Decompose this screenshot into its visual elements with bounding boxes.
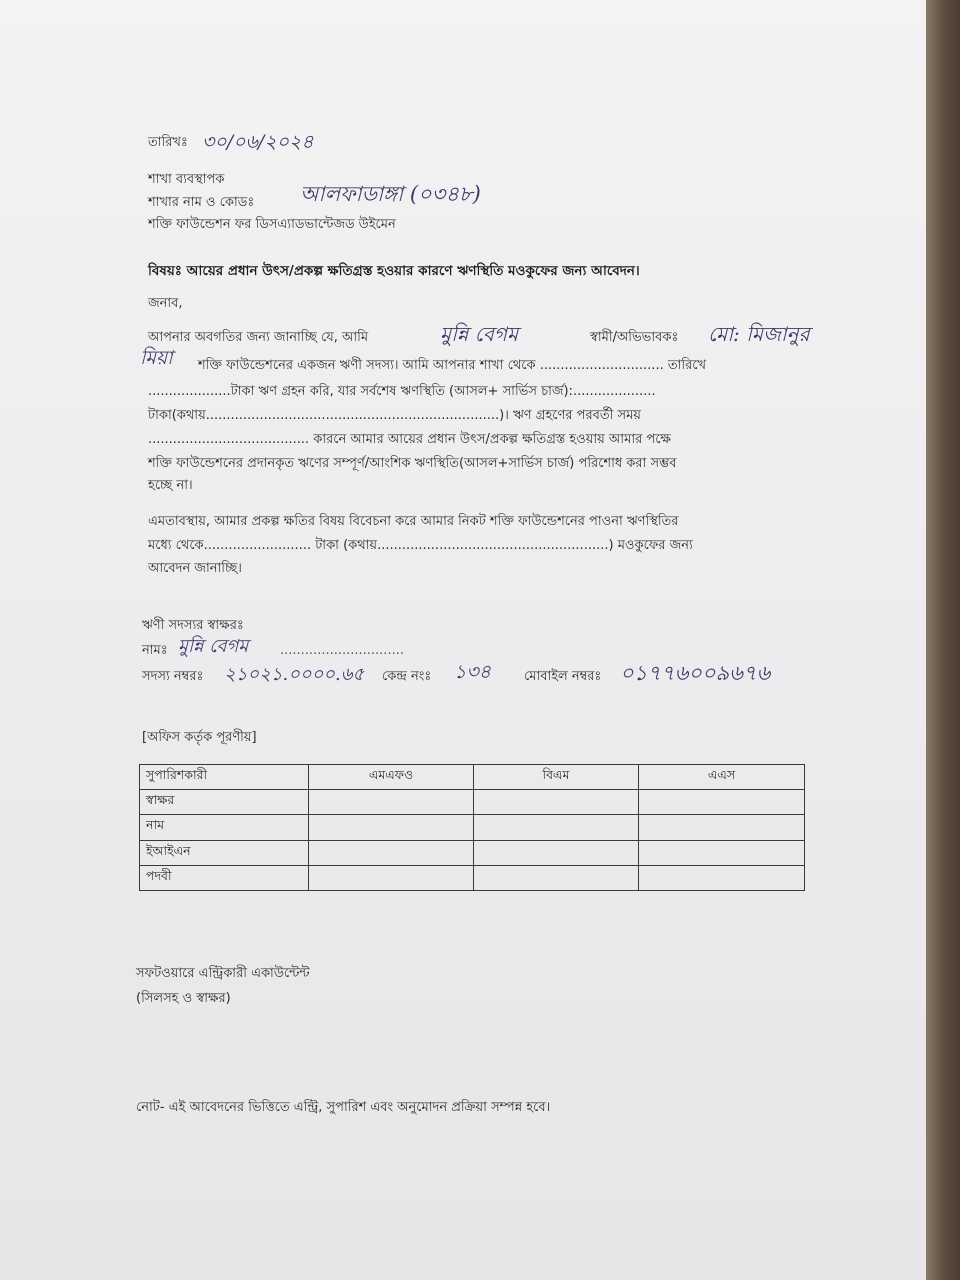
branch-value: আলফাডাঙ্গা (০৩৪৮) bbox=[300, 182, 481, 206]
table-header-row bbox=[140, 765, 805, 790]
guardian-name-cont: মিয়া bbox=[140, 347, 173, 369]
para1-line3: ....................টাকা ঋণ গ্রহন করি, যার সর্বশেষ ঋণস্থিতি (আসল+ সার্ভিস চার্জ):.................... bbox=[148, 384, 656, 399]
para1-line1b: স্বামী/অভিভাবকঃ bbox=[590, 330, 679, 345]
member-name-handwritten: মুন্নি বেগম bbox=[178, 636, 249, 657]
para1-line1a: আপনার অবগতির জন্য জানাচ্ছি যে, আমি bbox=[148, 330, 369, 345]
table-surface-edge bbox=[926, 0, 960, 1280]
header-as: এএস bbox=[639, 765, 805, 790]
para1-line6: শক্তি ফাউন্ডেশনের প্রদানকৃত ঋণের সম্পূর্ণ/আংশিক ঋণস্থিতি(আসল+সার্ভিস চার্জ) পরিশোধ করা সম্ভব bbox=[148, 456, 677, 471]
center-label: কেন্দ্র নংঃ bbox=[382, 669, 432, 684]
organization-name: শক্তি ফাউন্ডেশন ফর ডিসএ্যাডভান্টেজড উইমেন bbox=[148, 217, 396, 232]
date-value: ৩০/০৬/২০২৪ bbox=[202, 131, 314, 153]
row-label-signature: স্বাক্ষর bbox=[140, 790, 309, 815]
applicant-name-handwritten: মুন্নি বেগম bbox=[440, 322, 519, 346]
mobile-label: মোবাইল নম্বরঃ bbox=[524, 669, 602, 684]
subject-line: বিষয়ঃ আয়ের প্রধান উৎস/প্রকল্প ক্ষতিগ্রস্ত হওয়ার কারণে ঋণস্থিতি মওকুফের জন্য আবেদন। bbox=[148, 263, 640, 279]
table-cell bbox=[639, 790, 805, 815]
row-label-name: নাম bbox=[140, 815, 309, 840]
row-label-ein: ইআইএন bbox=[140, 840, 309, 865]
branch-label: শাখার নাম ও কোডঃ bbox=[148, 195, 255, 210]
table-cell bbox=[309, 790, 474, 815]
office-use-table bbox=[139, 764, 805, 891]
table-cell bbox=[639, 815, 805, 840]
para1-line5: ....................................... কারনে আমার আয়ের প্রধান উৎস/প্রকল্প ক্ষতিগ্রস্ত হওয়ায় আমার পক্ষে bbox=[148, 432, 671, 447]
row-label-designation: পদবী bbox=[140, 865, 309, 890]
header-mfo: এমএফও bbox=[309, 765, 474, 790]
mobile-value: ০১৭৭৬০০৯৬৭৬ bbox=[620, 661, 771, 685]
para2-line3: আবেদন জানাচ্ছি। bbox=[148, 561, 242, 576]
table-cell bbox=[639, 840, 805, 865]
table-row bbox=[140, 815, 805, 840]
para1-line4: টাকা(কথায়.......................................................................)। ঋণ গ্রহণের পরবর্তী সময় bbox=[148, 408, 641, 423]
guardian-name-handwritten: মো: মিজানুর bbox=[708, 322, 810, 346]
salutation: জনাব, bbox=[148, 296, 183, 311]
member-number-label: সদস্য নম্বরঃ bbox=[142, 669, 204, 684]
table-cell bbox=[309, 815, 474, 840]
center-value: ১৩৪ bbox=[454, 661, 492, 683]
name-label: নামঃ bbox=[142, 643, 168, 658]
header-recommender: সুপারিশকারী bbox=[140, 765, 309, 790]
table-row bbox=[140, 790, 805, 815]
para1-line7: হচ্ছে না। bbox=[148, 478, 193, 493]
para2-line2: মধ্যে থেকে.......................... টাকা (কথায়........................................................) মওকুফের জন্য bbox=[148, 538, 693, 553]
accountant-line1: সফটওয়ারে এন্ট্রিকারী একাউন্টেন্ট bbox=[136, 966, 310, 981]
table-cell bbox=[474, 815, 639, 840]
table-cell bbox=[309, 840, 474, 865]
member-number-value: ২১০২১.০০০০.৬৫ bbox=[224, 664, 365, 685]
table-cell bbox=[474, 840, 639, 865]
date-label: তারিখঃ bbox=[148, 135, 188, 150]
table-row bbox=[140, 865, 805, 890]
table-cell bbox=[474, 790, 639, 815]
office-caption: [অফিস কর্তৃক পূরণীয়] bbox=[142, 730, 257, 745]
name-dotted-line: .............................. bbox=[280, 643, 404, 658]
table-cell bbox=[639, 865, 805, 890]
table-cell bbox=[309, 865, 474, 890]
recipient-title: শাখা ব্যবস্থাপক bbox=[148, 172, 225, 187]
table-row bbox=[140, 840, 805, 865]
header-bm: বিএম bbox=[474, 765, 639, 790]
table-cell bbox=[474, 865, 639, 890]
accountant-line2: (সিলসহ ও স্বাক্ষর) bbox=[136, 991, 231, 1006]
para1-line2: শক্তি ফাউন্ডেশনের একজন ঋণী সদস্য। আমি আপনার শাখা থেকে .............................. তারিখে bbox=[198, 358, 706, 373]
footer-note: নোট- এই আবেদনের ভিত্তিতে এন্ট্রি, সুপারিশ এবং অনুমোদন প্রক্রিয়া সম্পন্ন হবে। bbox=[136, 1100, 551, 1115]
para2-line1: এমতাবস্থায়, আমার প্রকল্প ক্ষতির বিষয় বিবেচনা করে আমার নিকট শক্তি ফাউন্ডেশনের পাওনা ঋণস্থিতির bbox=[148, 514, 679, 529]
signature-label: ঋণী সদস্যর স্বাক্ষরঃ bbox=[142, 618, 244, 633]
